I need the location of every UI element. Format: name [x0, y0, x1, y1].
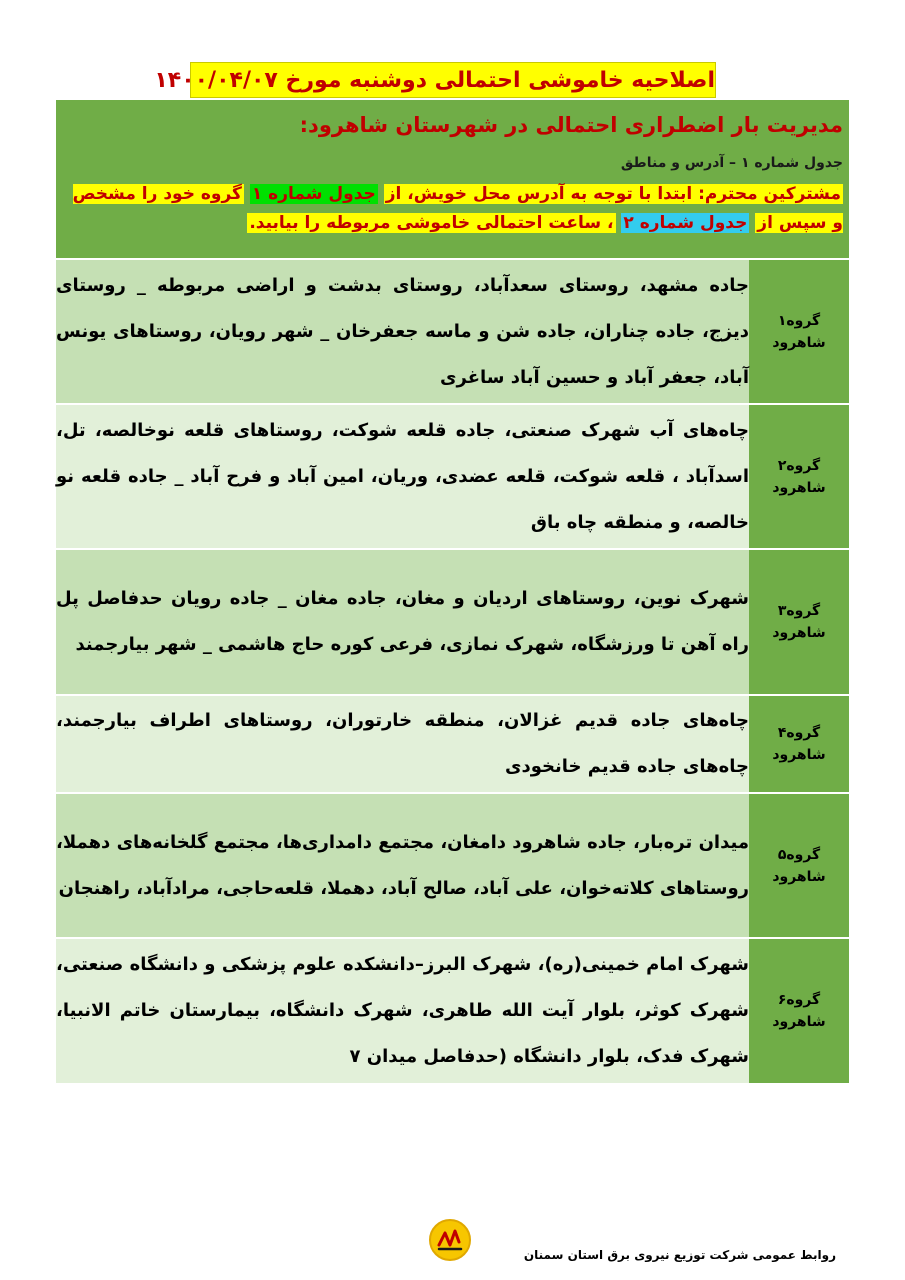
group-label-line1: گروه۲: [777, 457, 821, 474]
group-label-line2: شاهرود: [772, 868, 826, 885]
table-row: [56, 793, 849, 938]
group-label-line1: گروه۶: [777, 992, 821, 1008]
electricity-company-logo-icon: [428, 1218, 472, 1262]
group-label: [749, 695, 849, 793]
notice-text: [62, 180, 843, 238]
group-label-line2: شاهرود: [772, 625, 826, 641]
group-label-line1: گروه۵: [777, 846, 821, 863]
group-label: [749, 938, 849, 1083]
group-label-line2: شاهرود: [772, 1014, 826, 1030]
table-row: [56, 404, 849, 549]
header-block: [56, 100, 849, 258]
notice-part-3: ، ساعت احتمالی خاموشی مربوطه را بیابید.: [249, 213, 614, 233]
table-row: [56, 695, 849, 793]
notice-part-2: گروه خود را مشخص و سپس از: [72, 184, 843, 233]
group-label: [749, 549, 849, 695]
footer-text: روابط عمومی شرکت توزیع نیروی برق استان سمنان: [523, 1248, 836, 1262]
group-label: [749, 259, 849, 404]
notice-highlight-table-2: جدول شماره ۲: [623, 213, 748, 233]
groups-table: [56, 258, 849, 1083]
table-row: [56, 938, 849, 1083]
table-row: [56, 549, 849, 695]
group-description: چاه‌های جاده قدیم غزالان، منطقه خارتوران، روستاهای اطراف بیارجمند، چاه‌های جاده قدیم خانخودی: [56, 695, 749, 793]
group-label: [749, 793, 849, 938]
notice-part-1: مشترکین محترم: ابتدا با توجه به آدرس محل خویش، از: [385, 184, 841, 204]
group-description: میدان تره‌بار، جاده شاهرود دامغان، مجتمع دامداری‌ها، مجتمع گلخانه‌های دهملا، روستاهای کلاته‌خوان، علی آباد، صالح آباد، دهملا، قلعه‌حاجی، مرادآباد، راهنجان: [56, 793, 749, 938]
table-row: [56, 259, 849, 404]
group-label: [749, 404, 849, 549]
notice-highlight-table-1: جدول شماره ۱: [251, 184, 376, 204]
group-label-line2: شاهرود: [772, 747, 826, 763]
group-description: شهرک نوین، روستاهای اردیان و مغان، جاده مغان _ جاده رویان حدفاصل پل راه آهن تا ورزشگاه، شهرک نمازی، فرعی کوره حاج هاشمی _ شهر بیارجمند: [56, 549, 749, 695]
group-label-line1: گروه۴: [777, 725, 821, 741]
subtitle: مدیریت بار اضطراری احتمالی در شهرستان شاهرود:: [299, 113, 843, 137]
group-label-line1: گروه۳: [777, 603, 821, 619]
group-description: جاده مشهد، روستای سعدآباد، روستای بدشت و اراضی مربوطه _ روستای دیزج، جاده چناران، جاده شن و ماسه جعفرخان _ شهر رویان، روستاهای یونس آباد، جعفر آباد و حسین آباد ساغری: [56, 259, 749, 404]
group-description: شهرک امام خمینی(ره)، شهرک البرز–دانشکده علوم پزشکی و دانشگاه صنعتی، شهرک کوثر، بلوار آیت الله طاهری، شهرک دانشگاه، بیمارستان خاتم الانبیا، شهرک فدک، بلوار دانشگاه (حدفاصل میدان ۷: [56, 938, 749, 1083]
group-label-line1: گروه۱: [777, 312, 821, 329]
table-label: جدول شماره ۱ – آدرس و مناطق: [620, 155, 843, 171]
group-description: چاه‌های آب شهرک صنعتی، جاده قلعه شوکت، روستاهای قلعه نوخالصه، تل، اسدآباد ، قلعه شوکت، قلعه عضدی، وریان، امین آباد و فرح آباد _ جاده قلعه نو خالصه، و منطقه چاه باق: [56, 404, 749, 549]
group-label-line2: شاهرود: [772, 479, 826, 496]
page-title: اصلاحیه خاموشی احتمالی دوشنبه مورخ ۱۴۰۰/۰۴/۰۷: [190, 62, 716, 98]
group-label-line2: شاهرود: [772, 334, 826, 351]
